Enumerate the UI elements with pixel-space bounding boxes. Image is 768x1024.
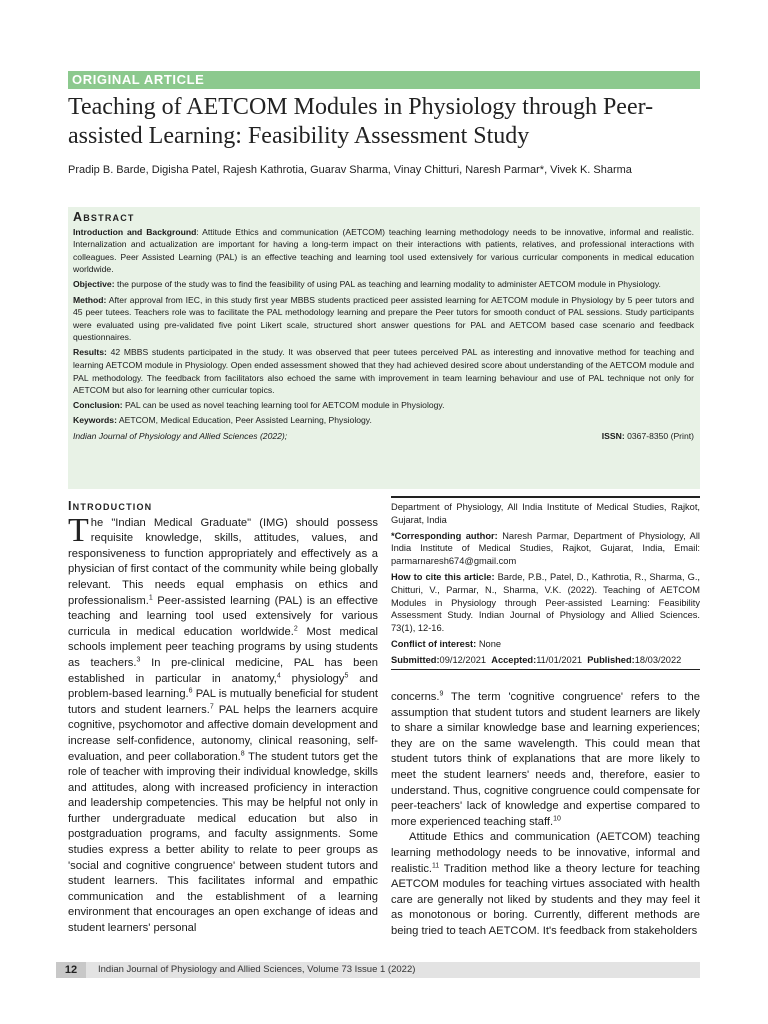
intro-label: Introduction and Background	[73, 226, 197, 237]
citation-8: 8	[240, 749, 245, 757]
abstract-method	[73, 294, 694, 344]
section-band	[68, 71, 700, 89]
coi-text: None	[476, 638, 502, 649]
submitted-label: Submitted:	[391, 654, 440, 665]
citation-3: 3	[136, 656, 141, 664]
intro-text-9: The student tutors get the role of teacher with improving their individual knowledge, skills and attitudes, along with increased proficiency in interaction and leadership competencies. This may be helpful not only in further undergraduate medical education but also in postgraduation programs, and faculty assignments. Some studies express a better ability to relate to peer groups as 'social and cognitive congruence' between student tutors and student learners. This facilitates informal and empathic communication and the establishment of a learning environment that encourages an open exchange of ideas and student learners' personal	[68, 750, 378, 935]
journal-reference: Indian Journal of Physiology and Allied Sciences (2022);	[73, 430, 288, 441]
col2-text-2: The term 'cognitive congruence' refers to the assumption that student tutors and student learners are likely to share a similar knowledge base and learning experiences; they are on the same wavelength. This could mean that student tutors think of explanations that are more likely to meet the student learners' needs and, therefore, easier to understand. Thus, cognitive congruence could compensate for peer-teachers' lack of knowledge and expertise compared to more experienced teaching staff.	[391, 691, 700, 828]
intro-text-6: and problem-based learning.	[68, 672, 378, 701]
intro-text-2: Peer-assisted learning (PAL) is an effective teaching and learning tool used extensively for various curricula in medical education worldwide.	[68, 594, 378, 638]
col2-text-1: concerns.	[391, 691, 440, 703]
citation-9: 9	[439, 690, 444, 698]
introduction-paragraph	[68, 511, 378, 937]
abstract-conclusion	[73, 399, 694, 412]
citation-4: 4	[276, 671, 281, 679]
journal-issn-line	[73, 430, 694, 443]
body-paragraph-2	[391, 830, 700, 939]
right-column-body	[391, 690, 700, 940]
abstract-results	[73, 346, 694, 396]
article-dates	[391, 654, 700, 667]
issn	[602, 430, 694, 443]
abstract-heading: Abstract	[73, 210, 135, 224]
col2-text-4: Tradition method like a theory lecture for teaching AETCOM modules for teaching virtues associated with health care are generally not liked by students and they may feel it as monotonous or boring. Currently, different methods are being tried to teach AETCOM. It's feedback from stakeholders	[391, 862, 700, 937]
drop-cap: T	[68, 511, 89, 549]
department: Department of Physiology, All India Institute of Medical Studies, Rajkot, Gujarat, India	[391, 502, 700, 525]
intro-text-7: PAL is mutually beneficial for student tutors and student learners.	[68, 688, 378, 716]
introduction-column	[68, 499, 378, 937]
intro-text-4: In pre-clinical medicine, PAL has been established in particular in anatomy,	[68, 656, 378, 685]
intro-text-8: PAL helps the learners acquire cognitive, psychomotor and affective domain development and increase self-confidence, autonomy, clinical reasoning, self-evaluation, and peer collaboration.	[68, 703, 378, 763]
cite-label: How to cite this article:	[391, 571, 495, 582]
introduction-heading: Introduction	[68, 499, 153, 513]
intro-text-3: Most medical schools implement peer teaching programs by using students as teachers.	[68, 625, 378, 669]
citation-1: 1	[148, 593, 153, 601]
accepted-label: Accepted:	[491, 654, 537, 665]
intro-text-5: physiology	[280, 672, 345, 685]
abstract-objective	[73, 278, 694, 291]
submitted-value: 09/12/2021	[439, 654, 487, 665]
citation-5: 5	[344, 671, 349, 679]
conclusion-text: PAL can be used as novel teaching learning tool for AETCOM module in Physiology.	[122, 400, 445, 411]
method-label: Method:	[73, 294, 107, 305]
published-label: Published:	[587, 654, 635, 665]
conflict-of-interest	[391, 638, 700, 651]
results-label: Results:	[73, 347, 107, 358]
body-paragraph-1	[391, 690, 700, 830]
coi-label: Conflict of interest:	[391, 638, 477, 649]
conclusion-label: Conclusion:	[73, 400, 123, 411]
page-number: 12	[56, 962, 86, 978]
corresponding-author	[391, 530, 700, 568]
intro-text: : Attitude Ethics and communication (AETCOM) teaching learning methodology needs to be innovative, informal and realistic. Internalization and actualization are important for having a long-term impact on their interactions with patients, relatives, and professional interactions with colleagues. Peer Assisted Learning (PAL) is an effective teaching and learning tool used extensively for various curricular components in medical education worldwide.	[73, 226, 694, 275]
accepted-value: 11/01/2021	[536, 654, 583, 665]
col2-text-3: Attitude Ethics and communication (AETCOM) teaching learning methodology needs to be innovative, informal and realistic.	[391, 831, 700, 875]
results-text: 42 MBBS students participated in the study. It was observed that peer tutees perceived PAL as interesting and innovative method for teaching and learning AETCOM module in Physiology. Open ended assessment showed that they had achieved desired score about understanding of the AETCOM module and PAL methodology. The feedback from facilitators also echoed the same with improvement in team learning behaviour and use of PAL technique not only for AETCOM but also for learning other curricular topics.	[73, 347, 694, 396]
affiliation-box	[391, 496, 700, 670]
keywords-label: Keywords:	[73, 415, 117, 426]
objective-text: the purpose of the study was to find the feasibility of using PAL as teaching and learning modality to administer AETCOM module in Physiology.	[114, 279, 661, 290]
issn-value: 0367-8350 (Print)	[624, 430, 694, 441]
citation-10: 10	[553, 815, 561, 823]
footer-journal: Indian Journal of Physiology and Allied Sciences, Volume 73 Issue 1 (2022)	[98, 964, 416, 975]
citation-7: 7	[209, 702, 214, 710]
page-footer	[56, 962, 700, 978]
issn-label: ISSN:	[601, 430, 625, 441]
intro-text-1: he "Indian Medical Graduate" (IMG) should possess requisite knowledge, skills, attitudes, values, and responsiveness to function appropriately and effectively as a physician of first contact of the community while being globally relevant. This needs equal emphasis on ethics and professionalism.	[68, 516, 378, 607]
abstract-box	[68, 207, 700, 489]
author-list: Pradip B. Barde, Digisha Patel, Rajesh Kathrotia, Guarav Sharma, Vinay Chitturi, Naresh Parmar*, Vivek K. Sharma	[68, 164, 632, 176]
keywords-text: AETCOM, Medical Education, Peer Assisted Learning, Physiology.	[116, 415, 372, 426]
method-text: After approval from IEC, in this study first year MBBS students practiced peer assisted learning for AETCOM module in Physiology by 5 peer tutors and 45 peer tutees. Teachers role was to facilitate the PAL methodology learning and prepare the Peer tutors for smooth conduct of PAL sessions. Study participants were evaluated using pre-validated five point Likert scale, structured short answer questions for PAL and AETCOM based case scenario and feedback questionnaires.	[73, 294, 694, 343]
article-title: Teaching of AETCOM Modules in Physiology through Peer-assisted Learning: Feasibility Assessment Study	[68, 94, 654, 149]
objective-label: Objective:	[73, 279, 115, 290]
section-label: ORIGINAL ARTICLE	[72, 72, 205, 87]
cite-text: Barde, P.B., Patel, D., Kathrotia, R., Sharma, G., Chitturi, V., Parmar, N., Sharma, V.K. (2022). Teaching of AETCOM Modules in Physiology through Peer-assisted Learning: Feasibility Assessment Study. Indian Journal of Physiology and Allied Sciences. 73(1), 12-16.	[391, 571, 700, 634]
corresponding-text: Naresh Parmar, Department of Physiology, All India Institute of Medical Studies, Rajkot, Gujarat, India, Email: parmarnaresh674@gmail.com	[391, 530, 700, 567]
published-value: 18/03/2022	[634, 654, 682, 665]
citation-11: 11	[432, 861, 440, 869]
abstract-keywords	[73, 414, 694, 427]
citation-6: 6	[188, 687, 193, 695]
abstract-introduction	[73, 226, 694, 276]
citation-info	[391, 571, 700, 635]
citation-2: 2	[293, 625, 298, 633]
corresponding-label: *Corresponding author:	[391, 530, 498, 541]
